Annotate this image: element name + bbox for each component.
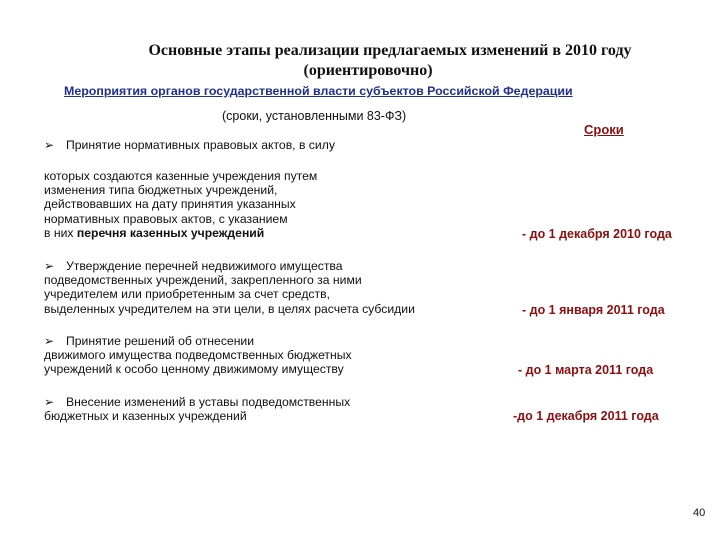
section-subtitle: Мероприятия органов государственной власти субъектов Российской Федерации	[64, 84, 573, 98]
deadline-item-4: -до 1 декабря 2011 года	[513, 409, 659, 423]
item-text: учредителем или приобретенным за счет средств,	[44, 287, 330, 302]
item-text: движимого имущества подведомственных бюджетных	[44, 348, 352, 363]
deadline-item-2: - до 1 января 2011 года	[522, 303, 665, 317]
item-text: нормативных правовых актов, с указанием	[44, 211, 288, 226]
arrow-bullet-icon: ➢	[44, 138, 55, 152]
item-text: учреждений к особо ценному движимому имуществу	[44, 362, 344, 377]
item-text: в них	[44, 225, 77, 240]
item-text: изменения типа бюджетных учреждений,	[44, 183, 278, 198]
item-text: Принятие решений об отнесении	[66, 334, 255, 348]
item-text: Принятие нормативных правовых актов, в силу	[66, 138, 335, 152]
measure-item-1	[44, 138, 504, 152]
item-text: действовавших на дату принятия указанных	[44, 197, 296, 212]
page-title-qualifier: (ориентировочно)	[303, 62, 433, 79]
deadline-item-1: - до 1 декабря 2010 года	[522, 227, 672, 241]
measure-item-2	[44, 259, 504, 316]
measure-item-1-continued	[44, 169, 504, 240]
item-text: Внесение изменений в уставы подведомственных	[66, 395, 351, 409]
item-text: выделенных учредителем на эти цели, в целях расчета субсидии	[44, 301, 415, 316]
measure-item-3	[44, 334, 504, 377]
item-text: бюджетных и казенных учреждений	[44, 409, 247, 424]
item-emphasis: перечня казенных учреждений	[76, 225, 265, 240]
deadline-item-3: - до 1 марта 2011 года	[518, 363, 654, 377]
page-title: Основные этапы реализации предлагаемых изменений в 2010 году	[148, 42, 632, 59]
item-text: которых создаются казенные учреждения путем	[44, 169, 318, 183]
arrow-bullet-icon: ➢	[44, 259, 55, 273]
item-text: Утверждение перечней недвижимого имущества	[66, 259, 343, 273]
item-text: подведомственных учреждений, закрепленного за ними	[44, 273, 362, 288]
measure-item-4	[44, 395, 504, 423]
deadlines-note: (сроки, установленными 83-ФЗ)	[222, 109, 407, 123]
deadlines-heading: Сроки	[584, 122, 624, 137]
arrow-bullet-icon: ➢	[44, 395, 55, 409]
page-number: 40	[693, 507, 706, 519]
arrow-bullet-icon: ➢	[44, 334, 55, 348]
